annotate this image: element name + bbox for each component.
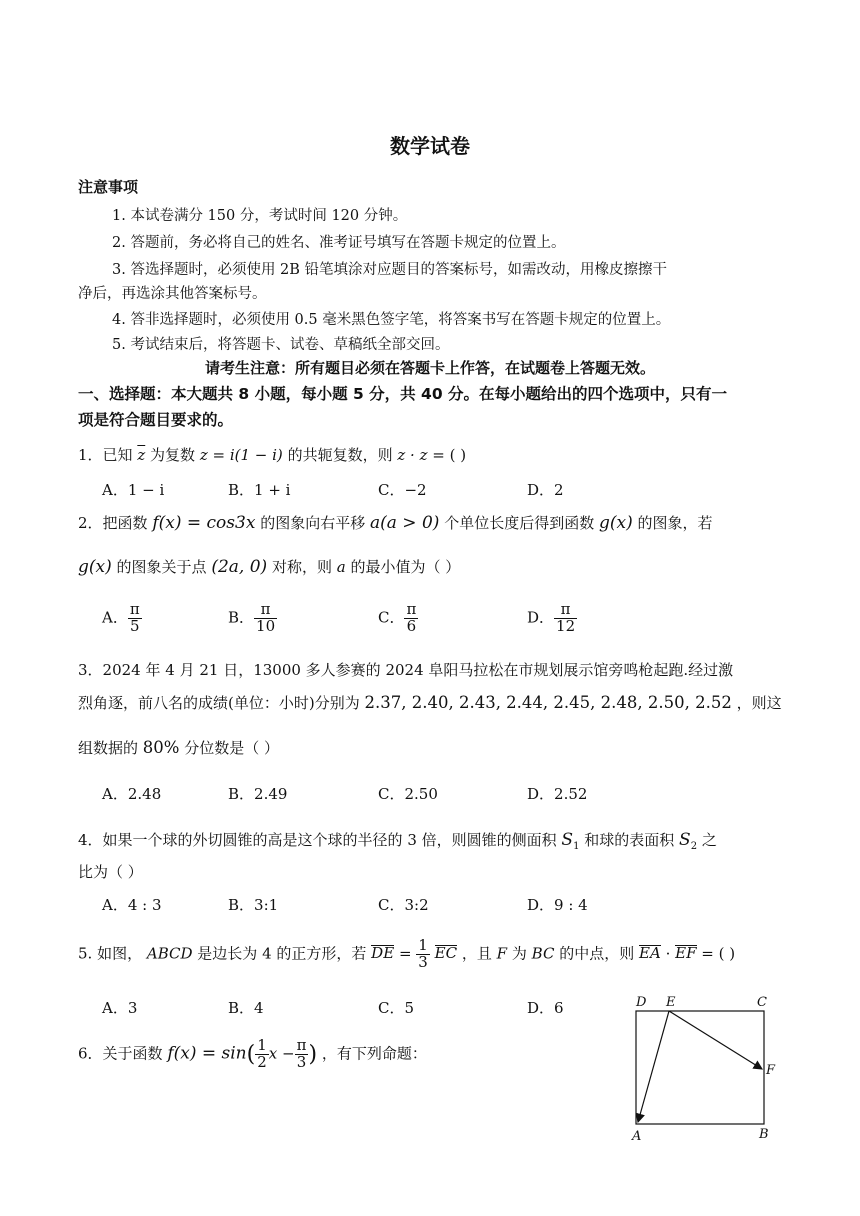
q5-vector-ea: EA bbox=[639, 944, 661, 963]
exam-warning: 请考生注意：所有题目必须在答题卡上作答，在试题卷上答题无效。 bbox=[204, 359, 655, 377]
label-d: D bbox=[636, 995, 647, 1010]
notice-heading: 注意事项 bbox=[78, 178, 139, 196]
q2-option-b: B． $\frac{\pi}{10}$ bbox=[228, 600, 276, 635]
q4-s1: S bbox=[561, 830, 574, 850]
section-heading-line2: 项是符合题目要求的。 bbox=[78, 411, 234, 429]
label-c: C bbox=[757, 995, 767, 1010]
q1-option-a: A．1 − i bbox=[102, 481, 165, 499]
q3-data: 2.37, 2.40, 2.43, 2.44, 2.45, 2.48, 2.50, 2.52 bbox=[364, 693, 732, 712]
q2-shift: a(a > 0) bbox=[370, 513, 440, 533]
q5-option-a: A．3 bbox=[102, 999, 138, 1017]
q1-option-d: D．2 bbox=[527, 481, 564, 499]
q3-option-d: D．2.52 bbox=[527, 785, 588, 803]
square-outline bbox=[636, 1011, 764, 1124]
q3-option-c: C．2.50 bbox=[378, 785, 438, 803]
q2-text-2c: 对称，则 bbox=[271, 558, 332, 576]
question-2-line2 bbox=[78, 556, 460, 577]
q3-text-3a: 组数据的 bbox=[78, 739, 139, 757]
q3-option-a: A．2.48 bbox=[102, 785, 162, 803]
notice-item-5: 5. 考试结束后，将答题卡、试卷、草稿纸全部交回。 bbox=[112, 337, 450, 353]
q1-zbar: $\overline{z}$ bbox=[137, 446, 146, 464]
q3-text-3b: 分位数是（ ） bbox=[184, 739, 280, 757]
notice-item-3-cont: 净后，再选涂其他答案标号。 bbox=[78, 286, 267, 302]
notice-item-2: 2. 答题前，务必将自己的姓名、准考证号填写在答题卡规定的位置上。 bbox=[112, 235, 566, 251]
q2-point: (2a, 0) bbox=[211, 557, 268, 577]
question-3-line2 bbox=[78, 692, 782, 713]
label-a: A bbox=[632, 1129, 642, 1144]
q6-text-b: ，有下列命题： bbox=[321, 1044, 427, 1063]
vector-ef bbox=[669, 1011, 762, 1069]
q1-text-c: 的共轭复数，则 bbox=[287, 446, 393, 464]
q1-option-c: C．−2 bbox=[378, 481, 427, 499]
q4-text-1c: 之 bbox=[701, 831, 717, 849]
q1-expr2: z · z bbox=[397, 446, 428, 464]
q2-text-1c: 个单位长度后得到函数 bbox=[444, 514, 595, 532]
notice-item-1: 1. 本试卷满分 150 分，考试时间 120 分钟。 bbox=[112, 208, 408, 224]
q1-text-d: = ( ) bbox=[432, 446, 467, 464]
q5-option-b: B．4 bbox=[228, 999, 264, 1017]
q4-option-b: B．3:1 bbox=[228, 896, 279, 914]
question-1 bbox=[78, 444, 466, 465]
q5-option-c: C．5 bbox=[378, 999, 415, 1017]
q2-function: f(x) = cos3x bbox=[152, 513, 256, 533]
q4-text-1a: 4．如果一个球的外切圆锥的高是这个球的半径的 3 倍，则圆锥的侧面积 bbox=[78, 831, 557, 849]
q2-g2: g(x) bbox=[78, 557, 112, 577]
q3-percent: 80% bbox=[142, 738, 180, 757]
notice-item-3: 3. 答选择题时，必须使用 2B 铅笔填涂对应题目的答案标号，如需改动，用橡皮擦擦干 bbox=[112, 262, 668, 278]
q5-text-b: 是边长为 4 的正方形，若 bbox=[197, 944, 367, 963]
q2-a: a bbox=[336, 558, 346, 576]
question-2-line1 bbox=[78, 512, 713, 533]
label-b: B bbox=[759, 1127, 769, 1142]
label-f: F bbox=[766, 1063, 776, 1078]
q5-option-d: D．6 bbox=[527, 999, 564, 1017]
q1-text-a: 1．已知 bbox=[78, 446, 133, 464]
question-4-line1: 4．如果一个球的外切圆锥的高是这个球的半径的 3 倍，则圆锥的侧面积 $S_1$ 和球的表面积 $S_2$ 之 bbox=[78, 830, 717, 852]
q4-option-d: D．9 : 4 bbox=[527, 896, 588, 914]
q2-text-1b: 的图象向右平移 bbox=[260, 514, 366, 532]
section-heading-line1: 一、选择题：本大题共 8 小题，每小题 5 分，共 40 分。在每小题给出的四个选项中，只有一 bbox=[78, 385, 728, 403]
q4-option-a: A．4 : 3 bbox=[102, 896, 162, 914]
q6-text-a: 6．关于函数 bbox=[78, 1044, 163, 1063]
q2-g: g(x) bbox=[598, 513, 633, 533]
q5-vector-de: DE bbox=[371, 944, 395, 963]
question-3-line3 bbox=[78, 737, 279, 758]
q1-expr: z = i(1 − i) bbox=[199, 446, 283, 464]
q2-text-1d: 的图象，若 bbox=[637, 514, 713, 532]
q1-option-b: B．1 + i bbox=[228, 481, 291, 499]
q6-function: f(x) = sin bbox=[167, 1043, 247, 1064]
question-5: 5. 如图， ABCD 是边长为 4 的正方形，若 DE = $\frac{1}{3}$ EC ，且 F 为 BC 的中点，则 EA · EF = ( ) bbox=[78, 936, 736, 971]
square-figure bbox=[620, 990, 790, 1148]
q2-option-d: D． $\frac{\pi}{12}$ bbox=[527, 600, 576, 635]
q4-text-1b: 和球的表面积 bbox=[584, 831, 675, 849]
q5-vector-ef: EF bbox=[675, 944, 697, 963]
label-e: E bbox=[666, 995, 676, 1010]
question-4-line2: 比为（ ） bbox=[78, 863, 143, 881]
q2-text-1a: 2．把函数 bbox=[78, 514, 148, 532]
page-title: 数学试卷 bbox=[390, 134, 470, 158]
q1-text-b: 为复数 bbox=[150, 446, 196, 464]
q4-s2: S bbox=[679, 830, 691, 850]
notice-item-4: 4. 答非选择题时，必须使用 0.5 毫米黑色签字笔，将答案书写在答题卡规定的位置上。 bbox=[112, 312, 671, 328]
question-6: 6．关于函数 f(x) = sin( $\frac{1}{2}$ x − $\frac{\pi}{3}$ ) ，有下列命题： bbox=[78, 1036, 427, 1071]
q3-option-b: B．2.49 bbox=[228, 785, 288, 803]
q2-text-2b: 的图象关于点 bbox=[116, 558, 207, 576]
question-3-line1: 3．2024 年 4 月 21 日，13000 多人参赛的 2024 阜阳马拉松在市规划展示馆旁鸣枪起跑.经过激 bbox=[78, 661, 734, 679]
q4-option-c: C．3:2 bbox=[378, 896, 429, 914]
q2-text-2d: 的最小值为（ ） bbox=[350, 558, 461, 576]
q5-abcd: ABCD bbox=[146, 944, 193, 963]
q5-text-a: 5. 如图， bbox=[78, 944, 143, 963]
q3-text-2a: 烈角逐，前八名的成绩(单位：小时)分别为 bbox=[78, 694, 360, 712]
q3-text-2b: ，则这 bbox=[736, 694, 782, 712]
q2-option-c: C． $\frac{\pi}{6}$ bbox=[378, 600, 417, 635]
q2-option-a: A． $\frac{\pi}{5}$ bbox=[102, 600, 140, 635]
q5-vector-ec: EC bbox=[434, 944, 458, 963]
vector-ea bbox=[638, 1011, 669, 1122]
